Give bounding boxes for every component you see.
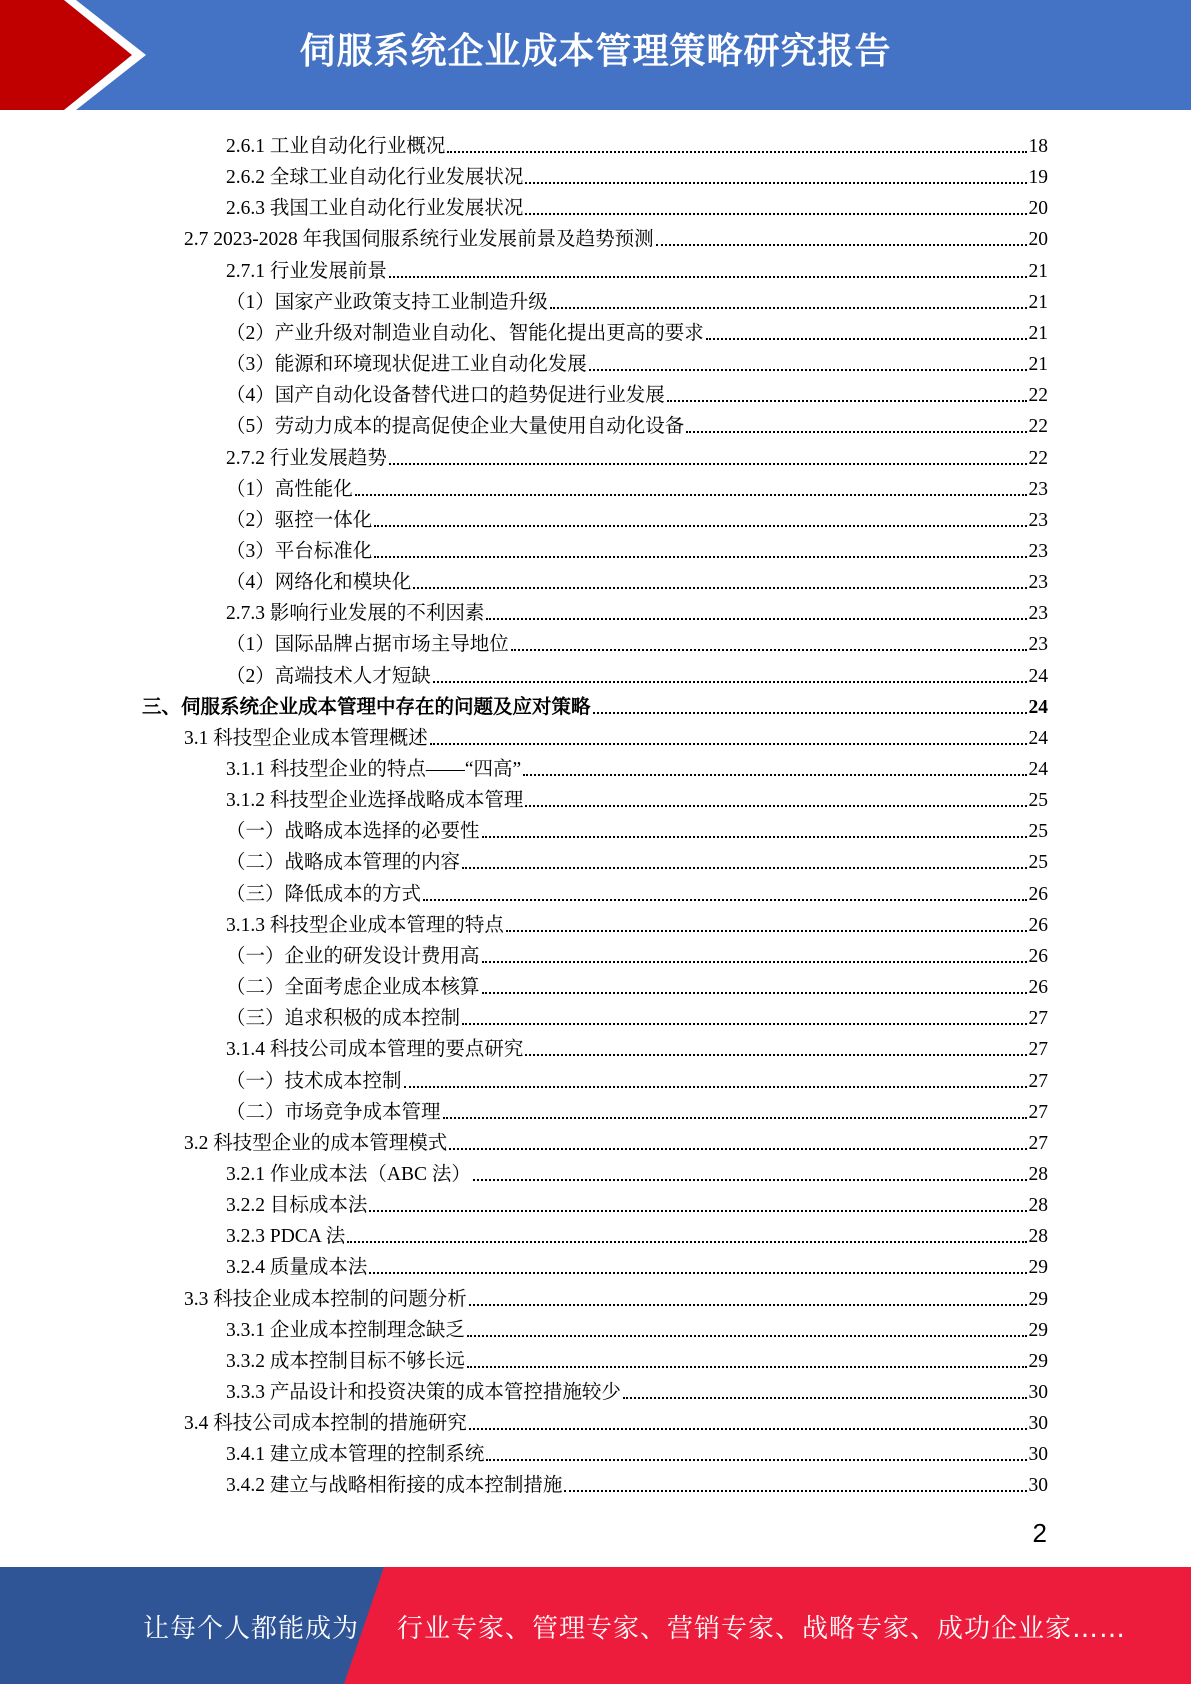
toc-entry[interactable] — [226, 345, 1048, 376]
toc-entry-page: 22 — [1028, 385, 1048, 407]
toc-entry[interactable] — [184, 719, 1048, 750]
toc-entry[interactable] — [226, 1155, 1048, 1186]
toc-entry-page: 29 — [1028, 1350, 1048, 1372]
toc-dot-leader — [389, 276, 1027, 278]
toc-dot-leader — [374, 525, 1026, 527]
toc-entry-label: （2）驱控一体化 — [226, 509, 373, 531]
toc-entry-label: （三）降低成本的方式 — [226, 883, 422, 905]
toc-entry-label: （3）能源和环境现状促进工业自动化发展 — [226, 354, 587, 376]
toc-entry[interactable] — [184, 220, 1048, 251]
toc-entry-label: 3.3.3 产品设计和投资决策的成本管控措施较少 — [226, 1382, 621, 1403]
toc-entry-label: 3.2 科技型企业的成本管理模式 — [184, 1132, 448, 1154]
toc-entry-label: （1）国际品牌占据市场主导地位 — [226, 634, 509, 656]
toc-entry-page: 25 — [1028, 790, 1048, 812]
toc-entry[interactable] — [226, 532, 1048, 563]
toc-entry-page: 30 — [1028, 1382, 1048, 1403]
toc-entry[interactable] — [226, 501, 1048, 532]
toc-entry-label: 3.2.3 PDCA 法 — [226, 1226, 346, 1248]
toc-dot-leader — [589, 369, 1027, 371]
toc-entry-label: 2.7.2 行业发展趋势 — [226, 447, 387, 469]
toc-entry[interactable] — [226, 314, 1048, 345]
toc-entry-label: 3.1.3 科技型企业成本管理的特点 — [226, 914, 504, 936]
toc-dot-leader — [525, 805, 1026, 807]
toc-entry-label: 2.7.3 影响行业发展的不利因素 — [226, 603, 485, 625]
toc-entry[interactable] — [226, 937, 1048, 968]
toc-entry-page: 28 — [1028, 1195, 1048, 1217]
toc-entry-label: （一）企业的研发设计费用高 — [226, 945, 480, 967]
toc-dot-leader — [525, 1054, 1026, 1056]
toc-entry[interactable] — [226, 968, 1048, 999]
toc-dot-leader — [462, 867, 1026, 869]
toc-entry-page: 27 — [1028, 1132, 1048, 1154]
toc-entry-label: 3.1 科技型企业成本管理概述 — [184, 727, 428, 749]
toc-entry-label: （二）全面考虑企业成本核算 — [226, 977, 480, 999]
toc-entry-page: 19 — [1028, 167, 1048, 189]
toc-dot-leader — [467, 1366, 1027, 1368]
toc-entry-label: 2.6.1 工业自动化行业概况 — [226, 136, 446, 157]
toc-entry-page: 20 — [1028, 198, 1048, 220]
toc-dot-leader — [482, 836, 1027, 838]
toc-entry[interactable] — [184, 1124, 1048, 1155]
toc-entry-page: 21 — [1028, 354, 1048, 376]
toc-entry-page: 29 — [1028, 1257, 1048, 1279]
toc-entry[interactable] — [226, 1466, 1048, 1497]
toc-entry-page: 29 — [1028, 1288, 1048, 1310]
toc-entry-page: 24 — [1028, 759, 1048, 780]
toc-entry-page: 20 — [1028, 229, 1048, 251]
toc-entry[interactable] — [184, 1404, 1048, 1435]
toc-dot-leader — [462, 1023, 1026, 1025]
toc-entry-page: 26 — [1028, 977, 1048, 999]
toc-entry[interactable] — [226, 439, 1048, 470]
toc-entry-label: 3.4.1 建立成本管理的控制系统 — [226, 1444, 485, 1466]
toc-entry[interactable] — [226, 189, 1048, 220]
toc-entry-label: （二）战略成本管理的内容 — [226, 852, 461, 874]
footer-slogan-right: 行业专家、管理专家、营销专家、战略专家、成功企业家…… — [397, 1614, 1127, 1644]
toc-entry-label: （2）高端技术人才短缺 — [226, 665, 431, 687]
toc-dot-leader — [564, 1490, 1026, 1492]
toc-entry-page: 28 — [1028, 1226, 1048, 1248]
toc-entry[interactable] — [226, 407, 1048, 438]
toc-entry[interactable] — [226, 1217, 1048, 1248]
toc-entry-page: 26 — [1028, 945, 1048, 967]
toc-entry-page: 26 — [1028, 883, 1048, 905]
toc-entry-label: 三、伺服系统企业成本管理中存在的问题及应对策略 — [142, 696, 591, 718]
toc-dot-leader — [469, 1304, 1027, 1306]
toc-entry-page: 24 — [1028, 696, 1048, 718]
toc-entry-label: （1）高性能化 — [226, 478, 353, 500]
toc-entry[interactable] — [226, 657, 1048, 688]
toc-entry[interactable] — [226, 376, 1048, 407]
toc-entry-page: 21 — [1028, 291, 1048, 313]
toc-dot-leader — [443, 1117, 1027, 1119]
toc-dot-leader — [506, 930, 1027, 932]
toc-entry-page: 22 — [1028, 416, 1048, 438]
toc-entry-page: 30 — [1028, 1444, 1048, 1466]
toc-entry[interactable] — [226, 158, 1048, 189]
toc-entry[interactable] — [226, 283, 1048, 314]
toc-entry-label: （一）技术成本控制 — [226, 1070, 402, 1092]
toc-dot-leader — [447, 151, 1026, 153]
toc-dot-leader — [593, 712, 1027, 714]
toc-entry[interactable] — [142, 688, 1048, 719]
toc-dot-leader — [482, 992, 1027, 994]
toc-entry-label: （一）战略成本选择的必要性 — [226, 821, 480, 843]
toc-entry-page: 26 — [1028, 914, 1048, 936]
toc-entry-label: 2.6.2 全球工业自动化行业发展状况 — [226, 167, 524, 189]
toc-dot-leader — [486, 618, 1026, 620]
toc-entry-label: 3.1.1 科技型企业的特点——“四高” — [226, 759, 522, 780]
toc-entry[interactable] — [226, 843, 1048, 874]
toc-entry-label: 3.3.1 企业成本控制理念缺乏 — [226, 1319, 465, 1341]
toc-entry[interactable] — [226, 812, 1048, 843]
toc-dot-leader — [449, 1148, 1026, 1150]
toc-entry[interactable] — [226, 1030, 1048, 1061]
toc-dot-leader — [369, 1210, 1026, 1212]
toc-entry-page: 23 — [1028, 509, 1048, 531]
toc-dot-leader — [550, 307, 1027, 309]
toc-entry[interactable] — [226, 875, 1048, 906]
toc-entry-page: 25 — [1028, 852, 1048, 874]
page-number: 2 — [1032, 1518, 1047, 1548]
footer-slogan-left: 让每个人都能成为 — [143, 1614, 360, 1644]
toc-entry-page: 23 — [1028, 478, 1048, 500]
toc-entry[interactable] — [226, 906, 1048, 937]
page-footer — [0, 1567, 1191, 1684]
toc-entry-page: 29 — [1028, 1319, 1048, 1341]
toc-dot-leader — [523, 774, 1026, 776]
toc-entry-page: 30 — [1028, 1413, 1048, 1435]
toc-entry-label: 2.7 2023-2028 年我国伺服系统行业发展前景及趋势预测 — [184, 229, 654, 251]
page-header — [0, 0, 1191, 110]
toc-entry-page: 28 — [1028, 1163, 1048, 1185]
page-title: 伺服系统企业成本管理策略研究报告 — [299, 31, 892, 72]
toc-entry[interactable] — [226, 1311, 1048, 1342]
toc-dot-leader — [469, 1428, 1027, 1430]
toc-entry-page: 30 — [1028, 1475, 1048, 1497]
toc-entry[interactable] — [226, 1062, 1048, 1093]
toc-entry-page: 23 — [1028, 572, 1048, 594]
toc-entry-label: 3.2.4 质量成本法 — [226, 1257, 368, 1279]
toc-entry-label: 3.3 科技企业成本控制的问题分析 — [184, 1288, 467, 1310]
toc-dot-leader — [656, 244, 1027, 246]
toc-entry[interactable] — [226, 781, 1048, 812]
toc-entry[interactable] — [226, 252, 1048, 283]
toc-entry-page: 27 — [1028, 1039, 1048, 1061]
toc-entry-label: （4）网络化和模块化 — [226, 572, 412, 594]
toc-dot-leader — [389, 463, 1027, 465]
toc-entry-page: 27 — [1028, 1008, 1048, 1030]
toc-dot-leader — [686, 431, 1026, 433]
toc-dot-leader — [430, 743, 1027, 745]
toc-entry-page: 24 — [1028, 727, 1048, 749]
toc-dot-leader — [486, 1459, 1026, 1461]
toc-entry-page: 24 — [1028, 665, 1048, 687]
toc-entry-page: 23 — [1028, 540, 1048, 562]
toc-dot-leader — [467, 1335, 1027, 1337]
toc-entry-page: 27 — [1028, 1070, 1048, 1092]
toc-entry-label: （1）国家产业政策支持工业制造升级 — [226, 291, 548, 313]
toc-entry-label: （4）国产自动化设备替代进口的趋势促进行业发展 — [226, 385, 665, 407]
toc-entry-page: 23 — [1028, 603, 1048, 625]
toc-entry-page: 27 — [1028, 1101, 1048, 1123]
toc-dot-leader — [423, 899, 1026, 901]
toc-entry-label: （5）劳动力成本的提高促使企业大量使用自动化设备 — [226, 416, 685, 438]
toc-dot-leader — [525, 182, 1026, 184]
toc-entry[interactable] — [226, 1435, 1048, 1466]
toc-entry-label: 3.3.2 成本控制目标不够长远 — [226, 1350, 465, 1372]
toc-dot-leader — [473, 1179, 1027, 1181]
toc-dot-leader — [623, 1397, 1027, 1399]
toc-dot-leader — [347, 1241, 1026, 1243]
toc-dot-leader — [706, 338, 1027, 340]
toc-entry-page: 18 — [1028, 136, 1048, 157]
toc-dot-leader — [433, 681, 1027, 683]
toc-dot-leader — [525, 213, 1026, 215]
toc-entry-page: 21 — [1028, 322, 1048, 344]
toc-entry-label: 3.2.2 目标成本法 — [226, 1195, 368, 1217]
toc-dot-leader — [413, 587, 1026, 589]
header-chevron-decoration — [0, 0, 160, 110]
toc-entry-page: 21 — [1028, 260, 1048, 282]
toc-entry[interactable] — [226, 999, 1048, 1030]
toc-entry[interactable] — [226, 750, 1048, 781]
toc-entry-label: 3.1.2 科技型企业选择战略成本管理 — [226, 790, 524, 812]
toc-dot-leader — [369, 1272, 1026, 1274]
toc-entry[interactable] — [226, 594, 1048, 625]
toc-entry[interactable] — [226, 1093, 1048, 1124]
toc-entry[interactable] — [184, 1280, 1048, 1311]
toc-entry-label: 2.6.3 我国工业自动化行业发展状况 — [226, 198, 524, 220]
toc-entry-page: 22 — [1028, 447, 1048, 469]
toc-dot-leader — [482, 961, 1027, 963]
toc-entry[interactable] — [226, 127, 1048, 158]
toc-entry-label: （2）产业升级对制造业自动化、智能化提出更高的要求 — [226, 322, 704, 344]
toc-entry-label: （3）平台标准化 — [226, 540, 373, 562]
toc-entry[interactable] — [226, 1342, 1048, 1373]
toc-entry-page: 23 — [1028, 634, 1048, 656]
toc-entry[interactable] — [226, 563, 1048, 594]
toc-entry-label: 3.2.1 作业成本法（ABC 法） — [226, 1163, 471, 1185]
toc-dot-leader — [374, 556, 1026, 558]
toc-entry-label: （二）市场竞争成本管理 — [226, 1101, 441, 1123]
toc-entry-page: 25 — [1028, 821, 1048, 843]
toc-dot-leader — [667, 400, 1027, 402]
toc-entry[interactable] — [226, 625, 1048, 656]
toc-entry[interactable] — [226, 1186, 1048, 1217]
toc-entry-label: （三）追求积极的成本控制 — [226, 1008, 461, 1030]
toc-entry[interactable] — [226, 1248, 1048, 1279]
toc-dot-leader — [511, 649, 1027, 651]
toc-entry-label: 2.7.1 行业发展前景 — [226, 260, 387, 282]
toc-entry-label: 3.4.2 建立与战略相衔接的成本控制措施 — [226, 1475, 563, 1497]
toc-entry-label: 3.4 科技公司成本控制的措施研究 — [184, 1413, 467, 1435]
toc-entry[interactable] — [226, 1373, 1048, 1404]
toc-entry-label: 3.1.4 科技公司成本管理的要点研究 — [226, 1039, 524, 1061]
toc-entry[interactable] — [226, 470, 1048, 501]
toc-dot-leader — [355, 494, 1027, 496]
toc-dot-leader — [404, 1086, 1027, 1088]
